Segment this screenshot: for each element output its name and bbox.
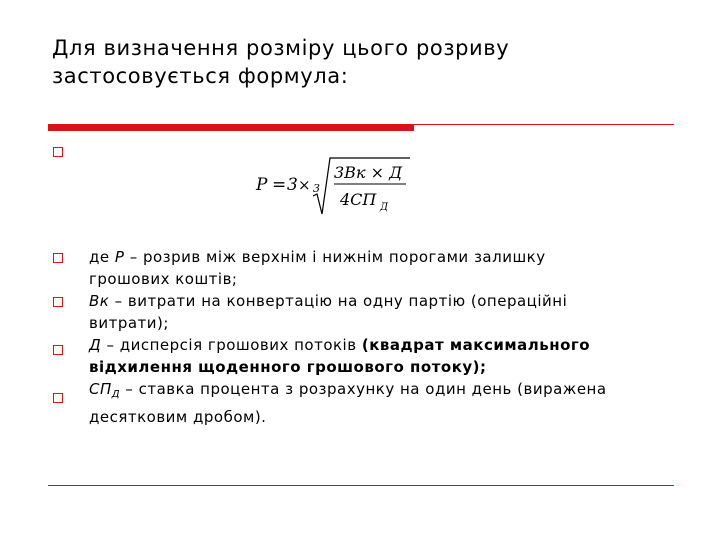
list-item (89, 378, 689, 428)
list-item-text: – дисперсія грошових потоків (101, 336, 362, 354)
list-item-line (89, 334, 689, 356)
list-item-line: десятковим дробом). (89, 408, 267, 426)
list-item-symbol: Д (89, 336, 102, 354)
list-item-line (89, 290, 689, 312)
list-item-line: витрати); (89, 314, 169, 332)
list-item (89, 334, 689, 378)
list-item (89, 290, 689, 334)
formula-equals: = (272, 175, 287, 195)
hollow-square-bullet-icon (53, 345, 63, 355)
list-item (89, 246, 689, 290)
formula-root-index: 3 (313, 182, 320, 195)
slide-title-line-1: Для визначення розміру цього розриву (52, 36, 510, 60)
formula-denominator-subscript: Д (380, 202, 389, 213)
hollow-square-bullet-icon (53, 253, 63, 263)
hollow-square-bullet-icon (53, 297, 63, 307)
list-item-text: – витрати на конвертацію на одну партію (операційні (109, 292, 568, 310)
definitions-list (89, 246, 689, 428)
list-item-text: – ставка процента з розрахунку на один день (виражена (120, 380, 607, 398)
list-item-symbol: P (114, 248, 125, 266)
formula-numerator: 3Вк × Д (334, 163, 403, 182)
footer-divider-line (48, 485, 674, 486)
formula-svg (250, 152, 420, 222)
list-item-text: – розрив між верхнім і нижнім порогами залишку (124, 248, 546, 266)
formula-lhs: P (256, 175, 268, 195)
list-item-symbol: Вк (89, 292, 110, 310)
list-item-bold-text: (квадрат максимального (361, 336, 591, 354)
slide-title-line-2: застосовується формула: (52, 64, 349, 88)
list-item-prefix: де (89, 248, 115, 266)
list-item-line (89, 246, 689, 268)
list-item-bold-line: відхилення щоденного грошового потоку); (89, 358, 487, 376)
formula (250, 152, 420, 222)
hollow-square-bullet-icon (53, 393, 63, 403)
list-item-line (89, 378, 689, 406)
list-item-symbol: СП (89, 380, 112, 398)
formula-times: × (298, 176, 311, 194)
list-item-line: грошових коштів; (89, 270, 238, 288)
list-item-symbol-subscript: Д (111, 389, 121, 400)
title-divider-accent-bar (48, 124, 414, 131)
hollow-square-bullet-icon (53, 147, 63, 157)
slide-title (52, 34, 672, 90)
formula-denominator: 4СП (340, 190, 377, 209)
formula-coefficient: 3 (287, 175, 298, 195)
